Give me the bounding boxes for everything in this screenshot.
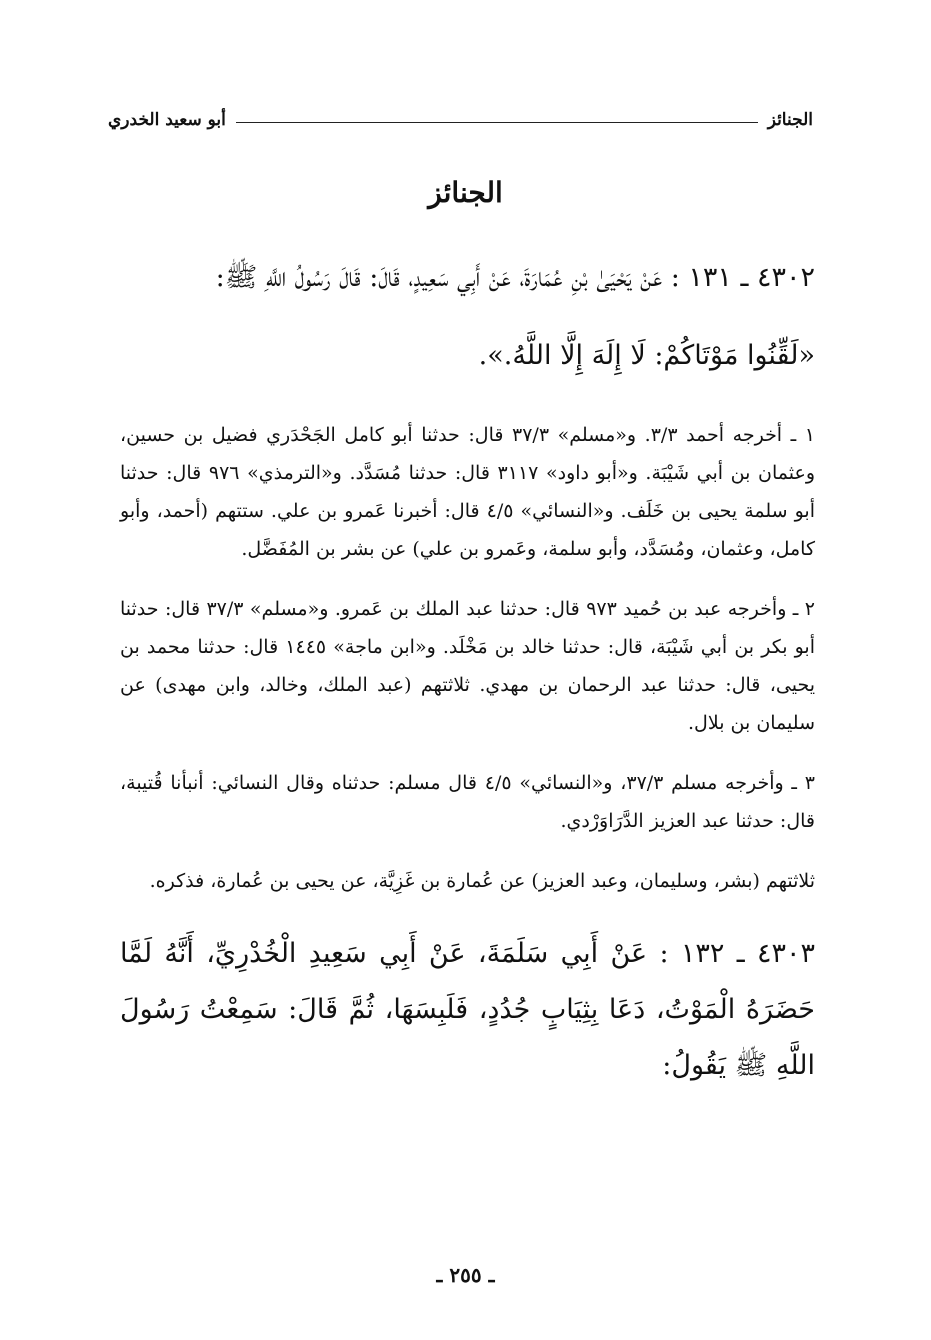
footnote-1: ١ ـ أخرجه أحمد ٣/٣. و«مسلم» ٣٧/٣ قال: حدثنا أبو كامل الجَحْدَري فضيل بن حسين، وعثمان بن أبي شَيْبَة. و«أبو داود» ٣١١٧ قال: حدثنا مُسَدَّد. و«الترمذي» ٩٧٦ قال: حدثنا أبو سلمة يحيى بن خَلَف. و«النسائي» ٤/٥ قال: أخبرنا عَمرو بن علي. ستتهم (أحمد، وأبو كامل، وعثمان، ومُسَدَّد، وأبو سلمة، وعَمرو بن علي) عن بشر بن المُفَضَّل. bbox=[120, 424, 816, 560]
hadith-matn: «لَقِّنُوا مَوْتَاكُمْ: لَا إِلَهَ إِلَّا اللَّهُ.». bbox=[478, 340, 815, 371]
footnote-2: ٢ ـ وأخرجه عبد بن حُميد ٩٧٣ قال: حدثنا عبد الملك بن عَمرو. و«مسلم» ٣٧/٣ قال: حدثنا أبو بكر بن أبي شَيْبَة، قال: حدثنا خالد بن مَخْلَد. و«ابن ماجة» ١٤٤٥ قال: حدثنا محمد بن يحيى، قال: حدثنا عبد الرحمان بن مهدي. ثلاثتهم (عبد الملك، وخالد، وابن مهدى) عن سليمان بن بلال. bbox=[120, 598, 816, 734]
header-chapter: الجنائز bbox=[767, 110, 813, 130]
note-block bbox=[120, 416, 815, 568]
note-block bbox=[120, 862, 815, 900]
page-body bbox=[120, 250, 815, 1094]
hadith-text: ٤٣٠٢ ـ ١٣١ : عَنْ يَحْيَىٰ بْنِ عُمَارَةَ، عَنْ أَبِي سَعِيدٍ، قَالَ: قَالَ رَسُولُ اللَّهِ ﷺ: bbox=[215, 262, 815, 293]
note-block bbox=[120, 590, 815, 742]
footnote-summary: ثلاثتهم (بشر، وسليمان، وعبد العزيز) عن عُمارة بن غَزِيَّة، عن يحيى بن عُمارة، فذكره. bbox=[149, 870, 815, 892]
chapter-title: الجنائز bbox=[428, 176, 503, 209]
header-companion: أبو سعيد الخدري bbox=[108, 110, 226, 130]
note-block bbox=[120, 764, 815, 840]
page-number: ـ ٢٥٥ ـ bbox=[436, 1263, 495, 1287]
hadith-text: ٤٣٠٣ ـ ١٣٢ : عَنْ أَبِي سَلَمَةَ، عَنْ أَبِي سَعِيدِ الْخُدْرِيِّ، أَنَّهُ لَمَّا حَضَرَهُ الْمَوْتُ، دَعَا بِثِيَابٍ جُدُدٍ، فَلَبِسَهَا، ثُمَّ قَالَ: سَمِعْتُ رَسُولَ اللَّهِ ﷺ يَقُولُ: bbox=[120, 938, 815, 1081]
running-header bbox=[108, 112, 813, 129]
footnote-3: ٣ ـ وأخرجه مسلم ٣٧/٣، و«النسائي» ٤/٥ قال مسلم: حدثناه وقال النسائي: أنبأنا قُتيبة، قال: حدثنا عبد العزيز الدَّرَاوَرْدي. bbox=[120, 772, 815, 832]
header-rule bbox=[236, 122, 758, 123]
